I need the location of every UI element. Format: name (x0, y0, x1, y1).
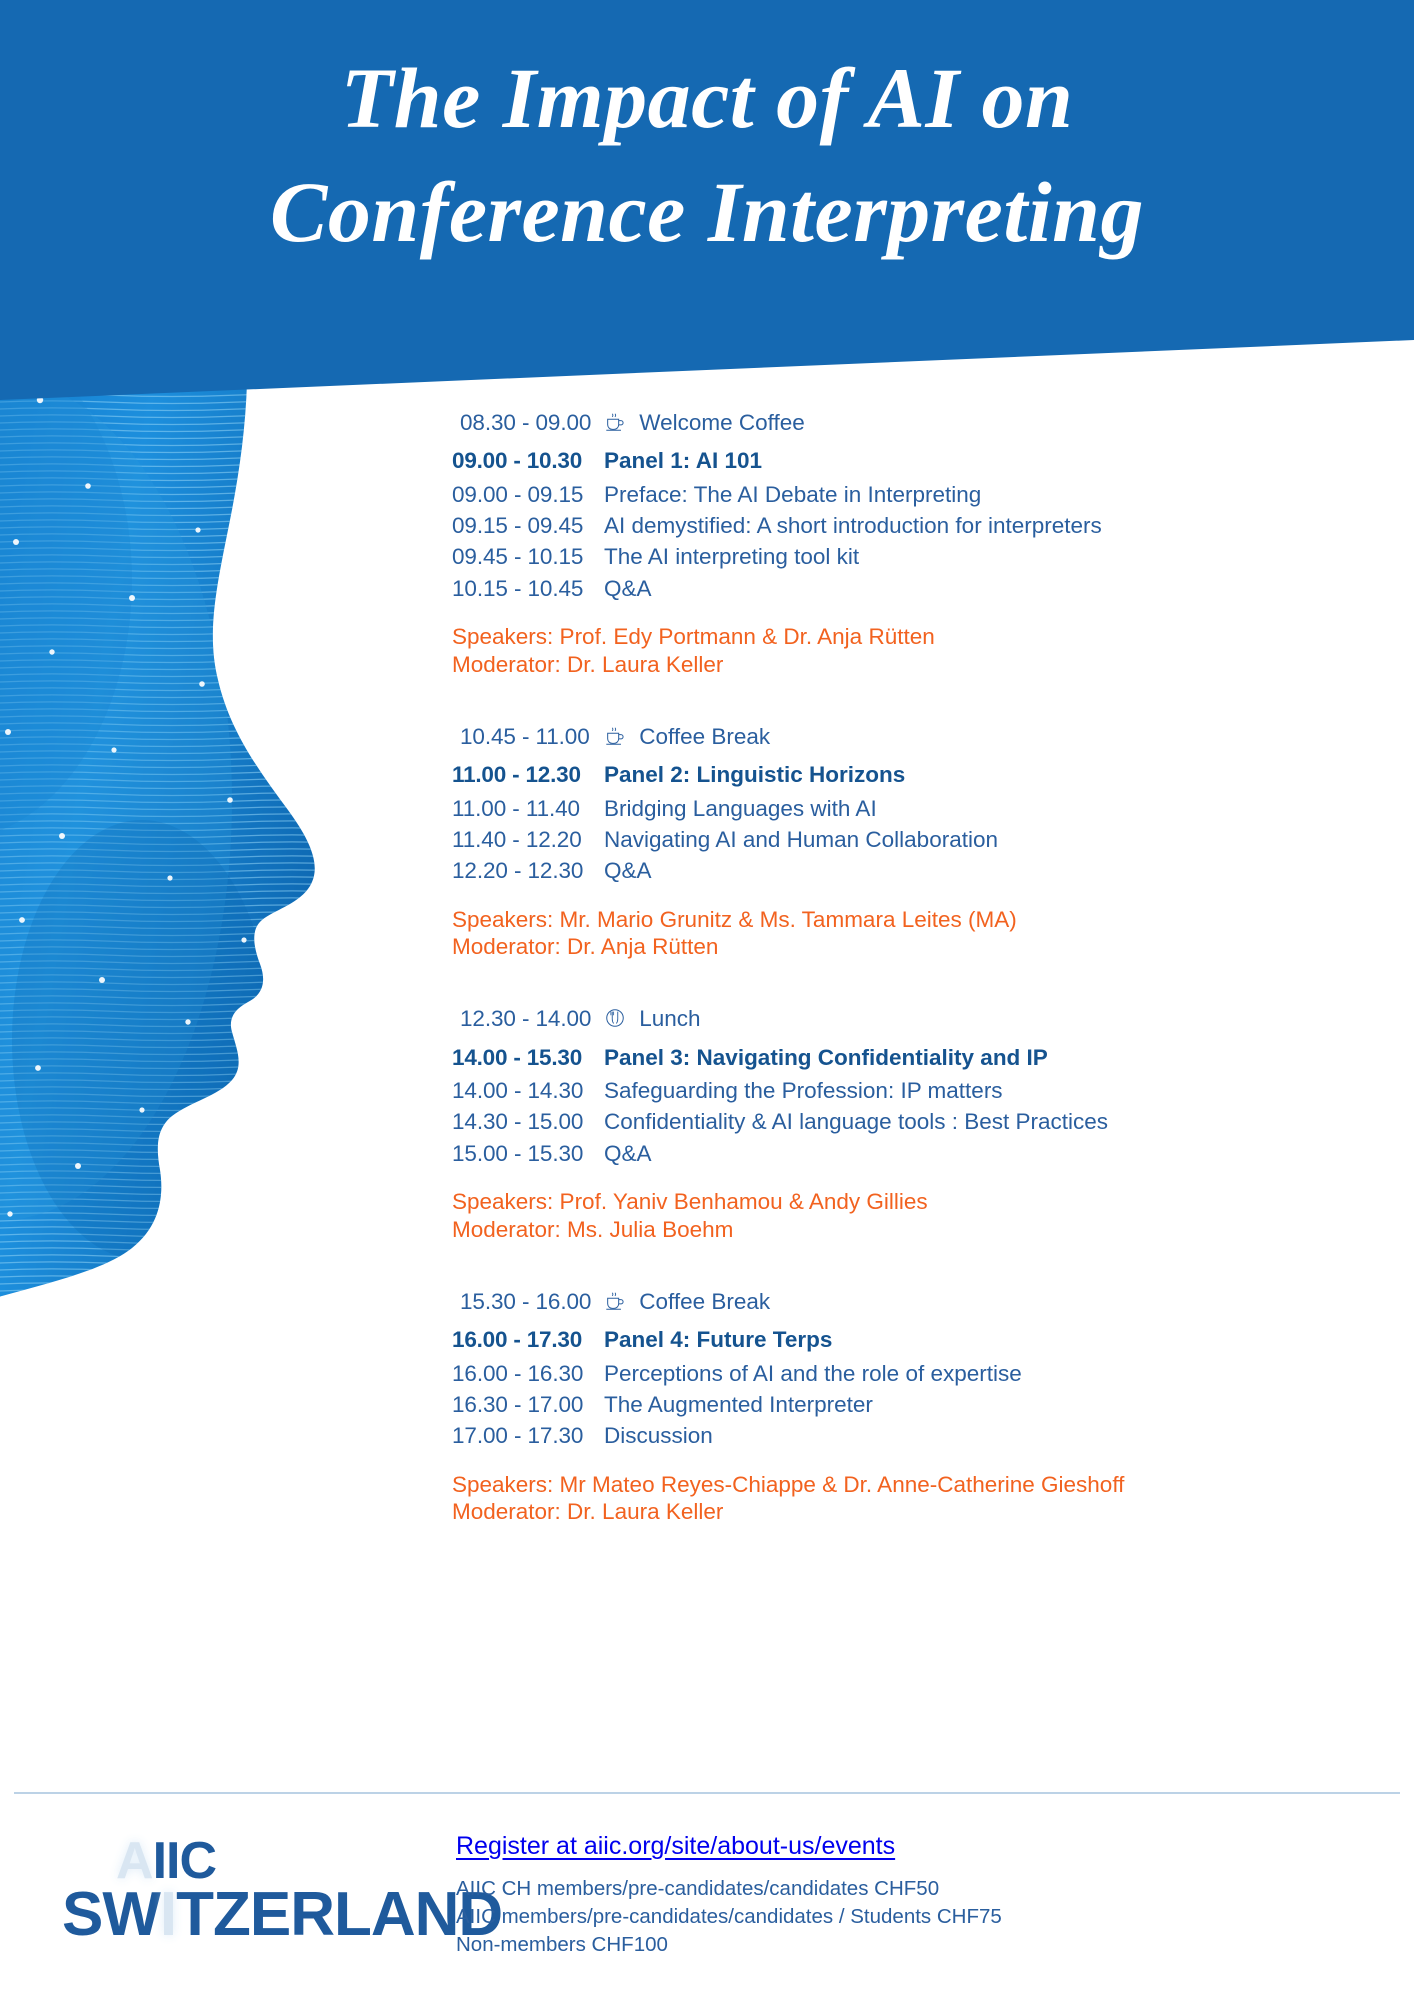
schedule-row (452, 1108, 1352, 1136)
schedule-row-panel (452, 761, 1352, 789)
row-desc-text: The Augmented Interpreter (604, 1391, 873, 1417)
row-desc-text: Navigating AI and Human Collaboration (604, 826, 998, 852)
panel3-speakers: Speakers: Prof. Yaniv Benhamou & Andy Gillies (452, 1189, 928, 1215)
schedule-row (452, 1140, 1352, 1168)
row-desc-text: Panel 4: Future Terps (604, 1327, 833, 1353)
logo-line-1: AIIC (116, 1832, 217, 1890)
row-desc-text: Q&A (604, 858, 652, 884)
panel4-moderator: Moderator: Dr. Laura Keller (452, 1499, 724, 1525)
footer-divider (14, 1792, 1400, 1794)
coffee-cup-icon (604, 1290, 626, 1319)
panel2-speakers: Speakers: Mr. Mario Grunitz & Ms. Tammara Leites (MA) (452, 906, 1017, 932)
panel2-people (452, 906, 1352, 962)
spacer (452, 1244, 1352, 1288)
row-desc-text: Panel 2: Linguistic Horizons (604, 762, 906, 788)
row-time: 15.30 - 16.00 (460, 1288, 592, 1314)
row-desc-text: Panel 3: Navigating Confidentiality and IP (604, 1044, 1048, 1070)
row-time: 09.00 - 09.15 (452, 481, 584, 507)
row-desc-text: Q&A (604, 575, 652, 601)
row-time: 09.00 - 10.30 (452, 448, 583, 474)
row-desc-text: Coffee Break (639, 1288, 771, 1314)
panel1-speakers: Speakers: Prof. Edy Portmann & Dr. Anja Rütten (452, 624, 935, 650)
row-time: 12.20 - 12.30 (452, 858, 584, 884)
aiic-switzerland-logo (62, 1832, 503, 1949)
row-time: 11.40 - 12.20 (452, 826, 582, 852)
panel2-moderator: Moderator: Dr. Anja Rütten (452, 934, 719, 960)
row-time: 10.45 - 11.00 (460, 723, 590, 749)
page-title (0, 42, 1414, 269)
logo-text-1: IIC (152, 1832, 217, 1890)
row-time: 16.00 - 16.30 (452, 1360, 584, 1386)
row-desc-text: Lunch (639, 1006, 701, 1032)
footer-info (456, 1832, 1356, 1959)
spacer (452, 961, 1352, 1005)
row-desc-text: Welcome Coffee (639, 410, 805, 435)
title-line-1: The Impact of AI on (340, 50, 1074, 146)
schedule-row (452, 1360, 1352, 1388)
schedule-row (452, 1391, 1352, 1419)
row-time: 14.00 - 15.30 (452, 1044, 583, 1070)
row-desc-text: Perceptions of AI and the role of expertise (604, 1360, 1022, 1386)
schedule-row-break (452, 723, 1352, 754)
row-time: 16.30 - 17.00 (452, 1391, 584, 1417)
schedule-row (452, 512, 1352, 540)
row-desc-text: Q&A (604, 1140, 652, 1166)
row-desc-text: Discussion (604, 1423, 713, 1449)
price-line-3: Non-members CHF100 (456, 1932, 668, 1956)
register-link[interactable]: Register at aiic.org/site/about-us/events (456, 1832, 896, 1860)
row-desc (604, 723, 1352, 754)
row-desc (604, 409, 1352, 440)
lunch-icon (604, 1007, 626, 1036)
row-time: 11.00 - 12.30 (452, 762, 581, 788)
price-line-2: AIIC members/pre-candidates/candidates / Students CHF75 (456, 1904, 1002, 1928)
row-desc-text: Preface: The AI Debate in Interpreting (604, 481, 982, 507)
coffee-cup-icon (604, 725, 626, 754)
title-line-2: Conference Interpreting (270, 163, 1144, 260)
row-desc-text: AI demystified: A short introduction for interpreters (604, 513, 1102, 539)
schedule-row-panel (452, 447, 1352, 475)
head-illustration (0, 280, 392, 1410)
coffee-cup-icon (604, 411, 626, 440)
row-time: 17.00 - 17.30 (452, 1423, 584, 1449)
price-line-1: AIIC CH members/pre-candidates/candidates CHF50 (456, 1877, 940, 1900)
schedule-row (452, 795, 1352, 823)
panel4-people (452, 1471, 1352, 1527)
schedule-row (452, 1422, 1352, 1450)
row-time: 14.30 - 15.00 (452, 1109, 584, 1135)
schedule-row (452, 543, 1352, 571)
row-desc-text: Safeguarding the Profession: IP matters (604, 1078, 1003, 1104)
row-time: 08.30 - 09.00 (460, 410, 592, 435)
schedule-row-panel (452, 1044, 1352, 1072)
row-time: 14.00 - 14.30 (452, 1078, 584, 1104)
row-time: 11.00 - 11.40 (452, 795, 580, 821)
spacer (452, 679, 1352, 723)
row-time: 15.00 - 15.30 (452, 1140, 584, 1166)
schedule-row (452, 1077, 1352, 1105)
schedule-row (452, 575, 1352, 603)
row-desc-text: Bridging Languages with AI (604, 795, 877, 821)
schedule-row-break (452, 1288, 1352, 1319)
row-time: 12.30 - 14.00 (460, 1006, 592, 1032)
panel1-people (452, 623, 1352, 679)
schedule-row (452, 826, 1352, 854)
panel3-people (452, 1188, 1352, 1244)
schedule-row (452, 409, 1352, 440)
row-desc-text: Confidentiality & AI language tools : Best Practices (604, 1109, 1109, 1135)
row-time: 10.15 - 10.45 (452, 575, 584, 601)
row-desc-text: Coffee Break (639, 723, 771, 749)
row-desc (604, 1288, 1352, 1319)
schedule-row-lunch (452, 1005, 1352, 1036)
schedule-row-panel (452, 1326, 1352, 1354)
schedule-row (452, 857, 1352, 885)
panel1-moderator: Moderator: Dr. Laura Keller (452, 651, 724, 677)
programme-section (452, 335, 1352, 1526)
row-time: 16.00 - 17.30 (452, 1327, 583, 1353)
row-time: 09.45 - 10.15 (452, 544, 584, 570)
panel4-speakers: Speakers: Mr Mateo Reyes-Chiappe & Dr. Anne-Catherine Gieshoff (452, 1471, 1125, 1497)
panel3-moderator: Moderator: Ms. Julia Boehm (452, 1216, 734, 1242)
logo-line-2 (62, 1879, 503, 1949)
row-desc (604, 1005, 1352, 1036)
row-time: 09.15 - 09.45 (452, 513, 584, 539)
logo-text-2: SWITZERLAND (62, 1879, 503, 1949)
schedule-row (452, 481, 1352, 509)
row-desc-text: The AI interpreting tool kit (604, 544, 860, 570)
row-desc-text: Panel 1: AI 101 (604, 448, 762, 474)
